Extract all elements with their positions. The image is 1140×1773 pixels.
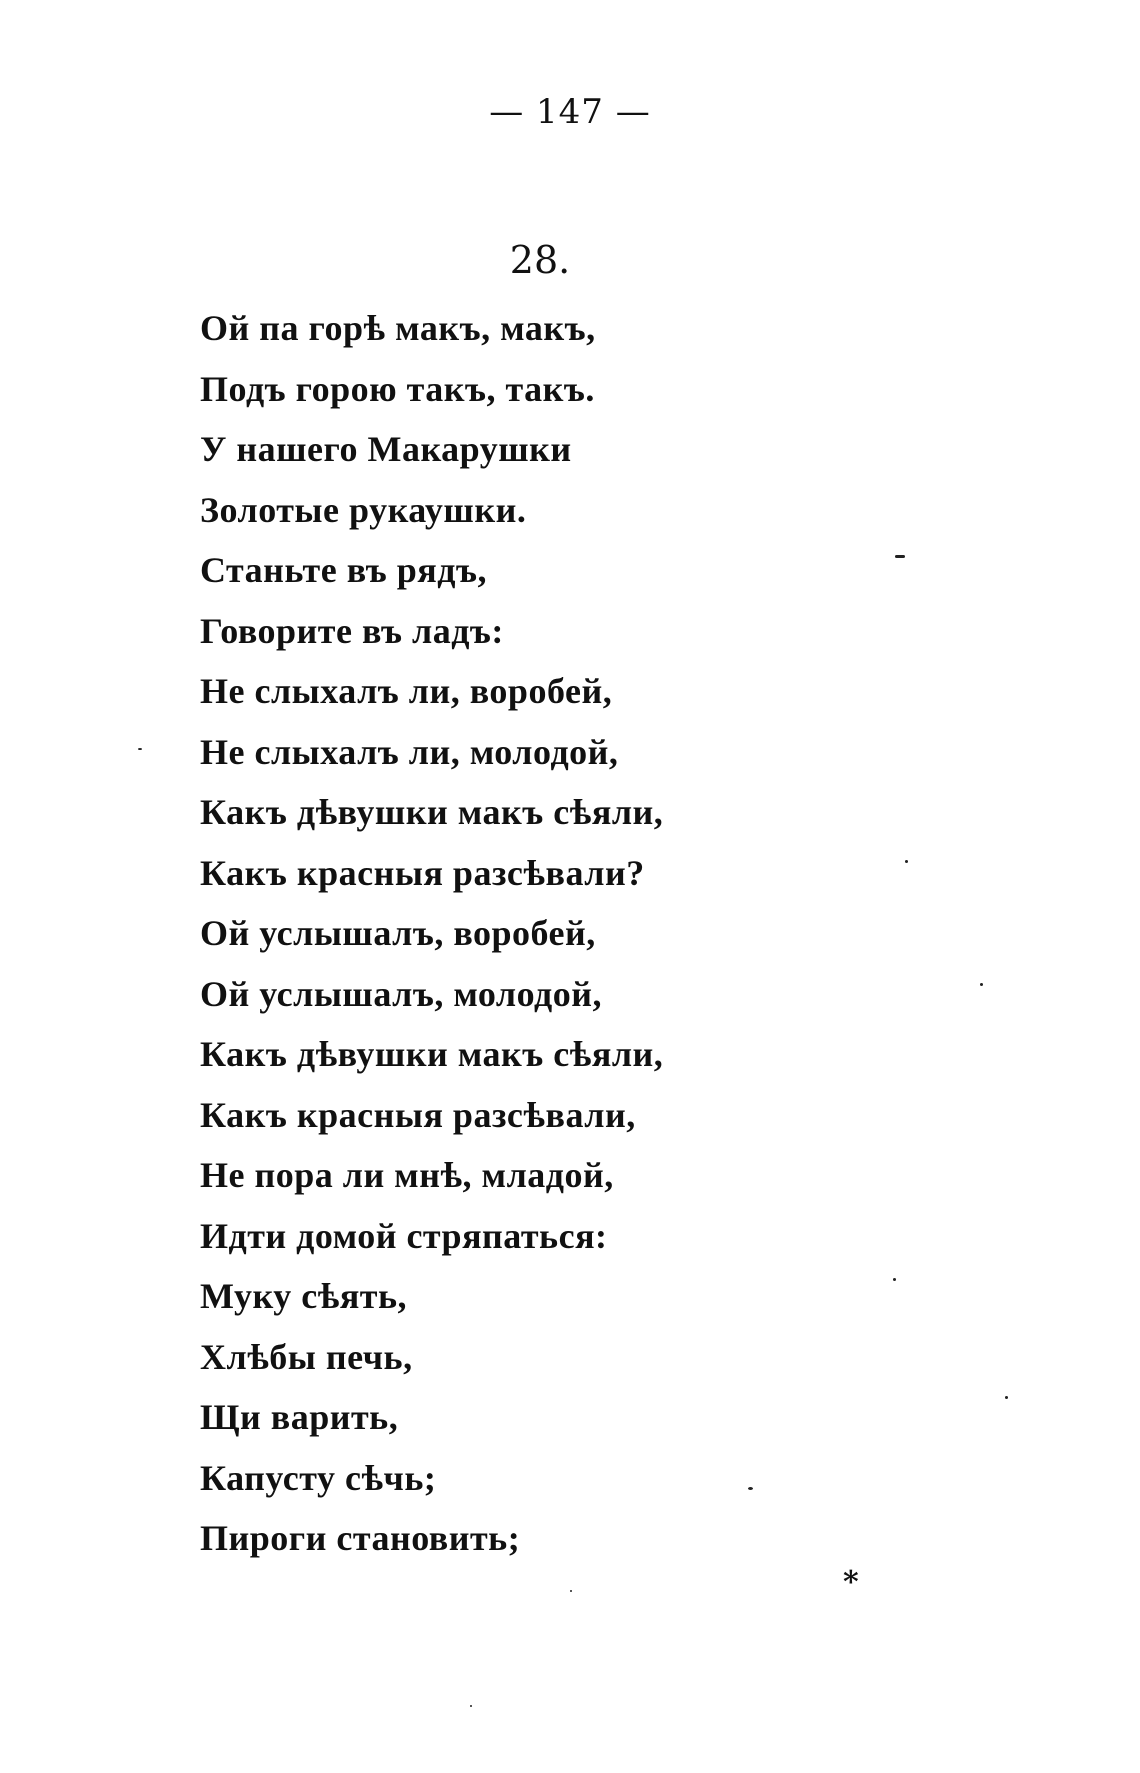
poem-number: 28. — [509, 238, 571, 282]
poem-line-19: Щи варить, — [200, 1397, 399, 1437]
scan-speck — [570, 1590, 572, 1592]
poem-line-6: Говорите въ ладъ: — [200, 610, 504, 651]
poem-line-5: Станьте въ рядъ, — [200, 550, 487, 590]
poem-line-21: Пироги становить; — [200, 1518, 521, 1558]
poem-line-17: Муку сѣять, — [200, 1276, 408, 1316]
scan-speck — [893, 1278, 896, 1281]
poem-line-14: Какъ красныя разсѣвали, — [200, 1094, 636, 1135]
poem-line-18: Хлѣбы печь, — [200, 1336, 413, 1377]
poem-line-15: Не пора ли мнѣ, младой, — [200, 1155, 614, 1195]
scan-speck — [980, 983, 983, 986]
scan-speck — [470, 1705, 472, 1707]
poem-line-1: Ой па горѣ макъ, макъ, — [200, 308, 596, 348]
poem-line-3: У нашего Макарушки — [200, 429, 572, 469]
scan-speck — [138, 748, 142, 750]
poem-line-10: Какъ красныя разсѣвали? — [200, 852, 645, 893]
poem-line-16: Идти домой стряпаться: — [200, 1215, 608, 1256]
poem-line-13: Какъ дѣвушки макъ сѣяли, — [200, 1034, 664, 1074]
asterisk-mark: * — [843, 1565, 859, 1600]
poem-line-4: Золотые рукаушки. — [200, 489, 527, 530]
scan-speck — [895, 555, 905, 558]
scan-speck — [1005, 1396, 1008, 1399]
poem-line-2: Подъ горою такъ, такъ. — [200, 368, 595, 409]
poem-line-9: Какъ дѣвушки макъ сѣяли, — [200, 792, 664, 832]
page-number: — 147 — — [489, 92, 651, 132]
poem-line-12: Ой услышалъ, молодой, — [200, 973, 602, 1014]
scan-speck — [905, 860, 908, 863]
poem-line-8: Не слыхалъ ли, молодой, — [200, 731, 619, 772]
scan-speck — [748, 1487, 753, 1490]
poem-line-11: Ой услышалъ, воробей, — [200, 913, 596, 953]
poem-text — [200, 298, 663, 1569]
poem-line-20: Капусту сѣчь; — [200, 1457, 437, 1498]
poem-line-7: Не слыхалъ ли, воробей, — [200, 671, 613, 711]
